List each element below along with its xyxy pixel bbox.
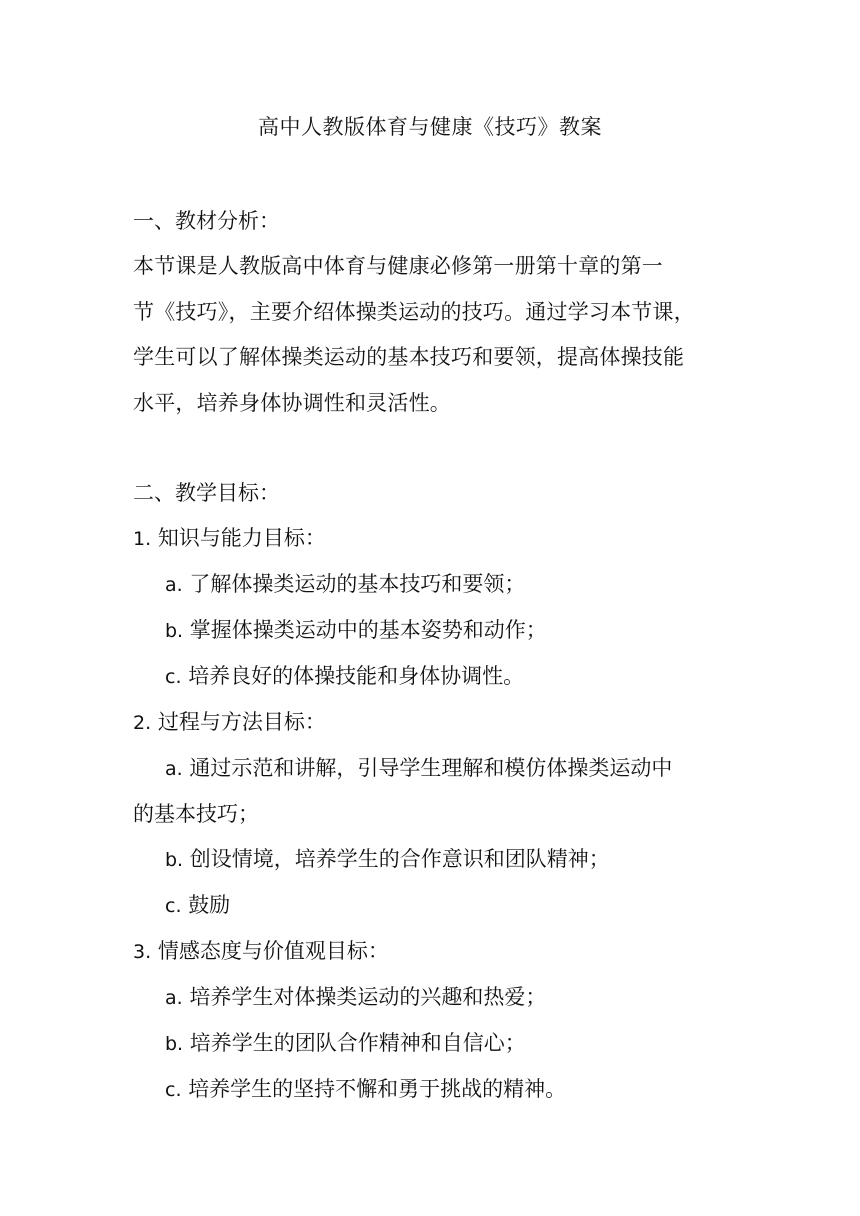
- list-marker: 3.: [133, 941, 152, 963]
- list-item-text: 掌握体操类运动中的基本姿势和动作；: [189, 618, 547, 642]
- list-marker: b.: [165, 849, 184, 871]
- goal-label: 知识与能力目标：: [157, 526, 326, 550]
- list-marker: c.: [165, 895, 182, 917]
- paragraph-line: 学生可以了解体操类运动的基本技巧和要领，提高体操技能: [133, 345, 685, 369]
- list-marker: b.: [165, 620, 184, 642]
- list-item-text: 培养良好的体操技能和身体协调性。: [188, 664, 525, 688]
- list-marker: a.: [165, 574, 183, 596]
- spacer: [133, 426, 733, 471]
- list-item-continuation: 的基本技巧；: [133, 802, 259, 826]
- list-marker: c.: [165, 1079, 182, 1101]
- document-title: 高中人教版体育与健康《技巧》教案: [258, 115, 602, 139]
- goal-label: 情感态度与价值观目标：: [157, 939, 389, 963]
- list-item: [133, 608, 733, 654]
- list-item: [133, 975, 733, 1021]
- list-item: [133, 883, 733, 929]
- paragraph-line: 节《技巧》，主要介绍体操类运动的技巧。通过学习本节课，: [133, 299, 695, 324]
- list-marker: b.: [165, 1033, 184, 1055]
- goal-heading-knowledge: [133, 516, 733, 562]
- list-item: [133, 746, 733, 792]
- list-marker: a.: [165, 758, 183, 780]
- list-item-text: 了解体操类运动的基本技巧和要领；: [189, 572, 526, 596]
- section-heading-materials: 一、教材分析：: [133, 209, 280, 233]
- paragraph-line: 本节课是人教版高中体育与健康必修第一册第十章的第一: [133, 254, 663, 278]
- list-item-text: 鼓励: [188, 893, 231, 917]
- list-item-text: 培养学生的坚持不懈和勇于挑战的精神。: [188, 1077, 567, 1101]
- goal-heading-process: [133, 700, 733, 746]
- goal-heading-values: [133, 929, 733, 975]
- list-item: [133, 1021, 733, 1067]
- list-marker: 1.: [133, 528, 152, 550]
- document-body: [133, 199, 733, 1113]
- section-heading-goals: 二、教学目标：: [133, 481, 280, 505]
- list-item: [133, 1067, 733, 1113]
- list-item: [133, 837, 733, 883]
- list-item-text: 通过示范和讲解，引导学生理解和模仿体操类运动中: [189, 756, 673, 780]
- list-item-text: 培养学生的团队合作精神和自信心；: [189, 1031, 526, 1055]
- paragraph-line: 水平，培养身体协调性和灵活性。: [133, 390, 451, 415]
- goal-label: 过程与方法目标：: [157, 710, 326, 734]
- list-item: [133, 654, 733, 700]
- list-item: [133, 562, 733, 608]
- list-marker: a.: [165, 987, 183, 1009]
- list-item-text: 培养学生对体操类运动的兴趣和热爱；: [189, 985, 547, 1009]
- list-marker: 2.: [133, 712, 152, 734]
- list-item-text: 创设情境，培养学生的合作意识和团队精神；: [189, 847, 610, 871]
- list-marker: c.: [165, 666, 182, 688]
